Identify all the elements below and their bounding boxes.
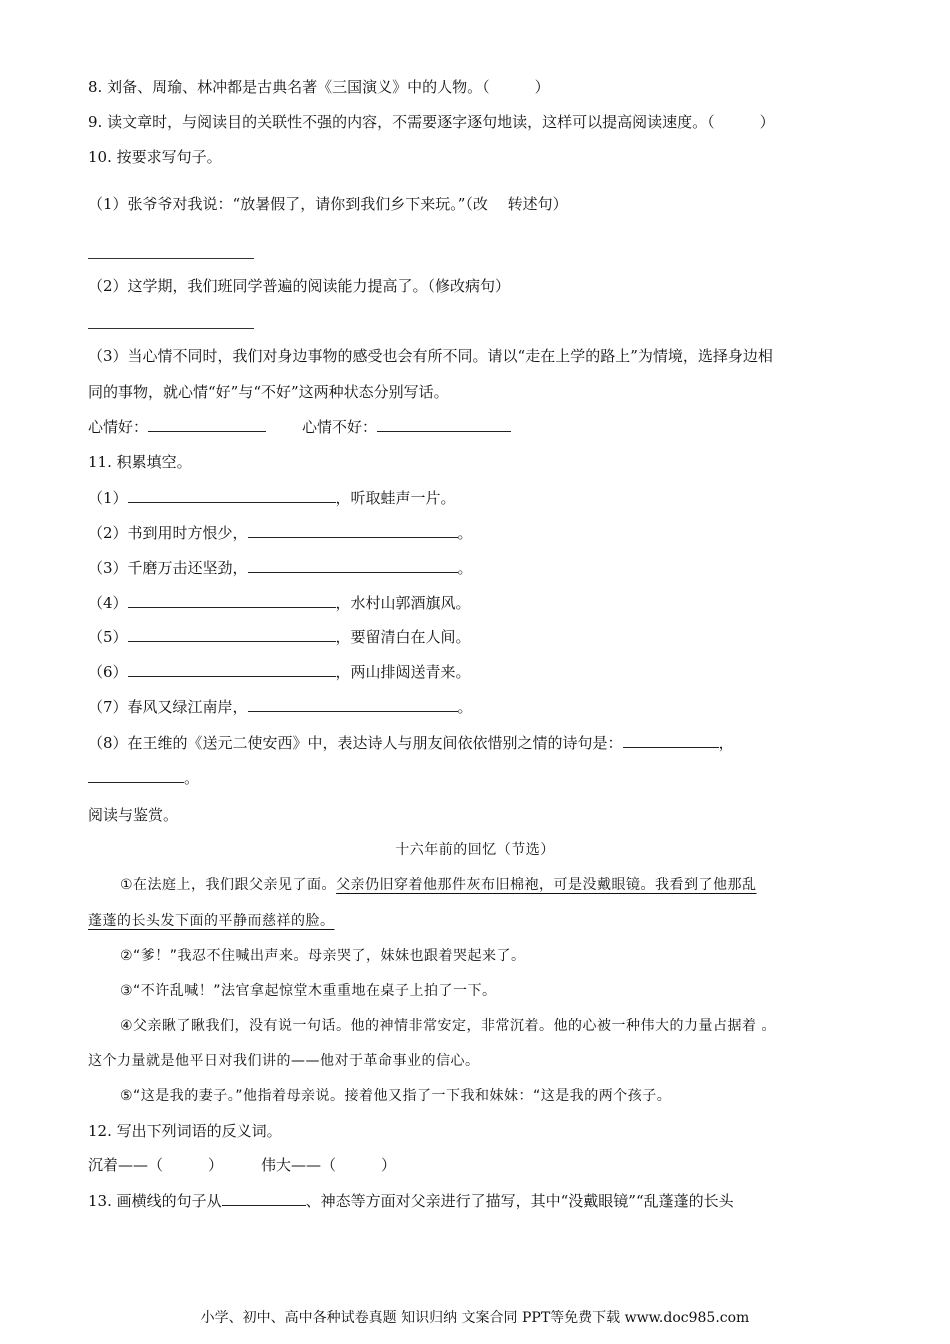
page-footer: 小学、初中、高中各种试卷真题 知识归纳 文案合同 PPT等免费下载 www.doc985.com <box>200 1310 750 1326</box>
fill-blank[interactable] <box>222 1191 306 1206</box>
antonym-1: 沉着——（ ） <box>88 1156 224 1174</box>
fill-blank[interactable] <box>128 662 336 677</box>
q10-item-3-line1: （3）当心情不同时，我们对身边事物的感受也会有所不同。请以“走在上学的路上”为情境，选择身边相 <box>88 347 773 365</box>
passage-p4-line2: 这个力量就是他平日对我们讲的——他对于革命事业的信心。 <box>88 1053 480 1069</box>
q11-item-1: （1） ，听取蛙声一片。 <box>88 489 456 507</box>
underlined-sentence: 蓬蓬的长头发下面的平静而慈祥的脸。 <box>88 913 335 929</box>
q13: 13. 画横线的句子从 、神态等方面对父亲进行了描写，其中“没戴眼镜”“乱蓬蓬的长头 <box>88 1192 734 1210</box>
passage-title: 十六年前的回忆（节选） <box>395 842 555 858</box>
fill-blank[interactable] <box>128 627 336 642</box>
passage-p4-line1: ④父亲瞅了瞅我们，没有说一句话。他的神情非常安定，非常沉着。他的心被一种伟大的力量占据着 。 <box>120 1018 776 1034</box>
fill-blank[interactable] <box>623 733 719 748</box>
q12-title: 12. 写出下列词语的反义词。 <box>88 1122 282 1140</box>
fill-blank[interactable] <box>128 593 336 608</box>
q10-item-3-line2: 同的事物，就心情“好”与“不好”这两种状态分别写话。 <box>88 383 449 401</box>
passage-p3: ③“不许乱喊！”法官拿起惊堂木重重地在桌子上拍了一下。 <box>120 983 497 999</box>
passage-p1-line1: ①在法庭上，我们跟父亲见了面。父亲仍旧穿着他那件灰布旧棉袍，可是没戴眼镜。我看到了他那乱 <box>120 877 757 893</box>
q11-item-4: （4） ，水村山郭酒旗风。 <box>88 594 471 612</box>
antonym-2: 伟大——（ ） <box>261 1156 397 1174</box>
q9: 9. 读文章时，与阅读目的关联性不强的内容，不需要逐字逐句地读，这样可以提高阅读速度。（ ） <box>88 113 775 131</box>
q11-title: 11. 积累填空。 <box>88 453 192 471</box>
q11-item-6: （6） ，两山排闼送青来。 <box>88 663 471 681</box>
q11-item-5: （5） ，要留清白在人间。 <box>88 628 471 646</box>
q11-item-2: （2）书到用时方恨少， 。 <box>88 524 473 542</box>
q10-item-1: （1）张爷爷对我说：“放暑假了，请你到我们乡下来玩。”（改 转述句） <box>88 195 568 213</box>
passage-p1-line2 <box>88 911 335 931</box>
section-title: 阅读与鉴赏。 <box>88 806 179 824</box>
passage-p5: ⑤“这是我的妻子。”他指着母亲说。接着他又指了一下我和妹妹：“这是我的两个孩子。 <box>120 1088 672 1104</box>
mood-good-label: 心情好： <box>88 418 149 436</box>
q10-item-2: （2）这学期，我们班同学普遍的阅读能力提高了。（修改病句） <box>88 277 511 295</box>
answer-line-1[interactable] <box>88 258 254 259</box>
mood-row <box>88 417 511 437</box>
fill-blank[interactable] <box>88 768 184 783</box>
underlined-sentence: 父亲仍旧穿着他那件灰布旧棉袍，可是没戴眼镜。我看到了他那乱 <box>336 877 757 893</box>
mood-bad-blank[interactable] <box>377 417 511 432</box>
passage-p2: ②“爹！”我忍不住喊出声来。母亲哭了，妹妹也跟着哭起来了。 <box>120 948 526 964</box>
fill-blank[interactable] <box>128 488 336 503</box>
q11-item-3: （3）千磨万击还坚劲， 。 <box>88 559 473 577</box>
q12-words <box>88 1155 396 1175</box>
q11-item-8-cont: 。 <box>88 768 199 788</box>
q11-item-8: （8）在王维的《送元二使安西》中，表达诗人与朋友间依依惜别之情的诗句是： ， <box>88 734 734 752</box>
mood-good-blank[interactable] <box>148 417 266 432</box>
fill-blank[interactable] <box>248 558 458 573</box>
q8: 8. 刘备、周瑜、林冲都是古典名著《三国演义》中的人物。（ ） <box>88 78 550 96</box>
answer-line-2[interactable] <box>88 328 254 329</box>
q11-item-7: （7）春风又绿江南岸， 。 <box>88 698 473 716</box>
fill-blank[interactable] <box>248 523 458 538</box>
mood-bad-label: 心情不好： <box>302 418 378 436</box>
fill-blank[interactable] <box>248 697 458 712</box>
q10-title: 10. 按要求写句子。 <box>88 148 222 166</box>
